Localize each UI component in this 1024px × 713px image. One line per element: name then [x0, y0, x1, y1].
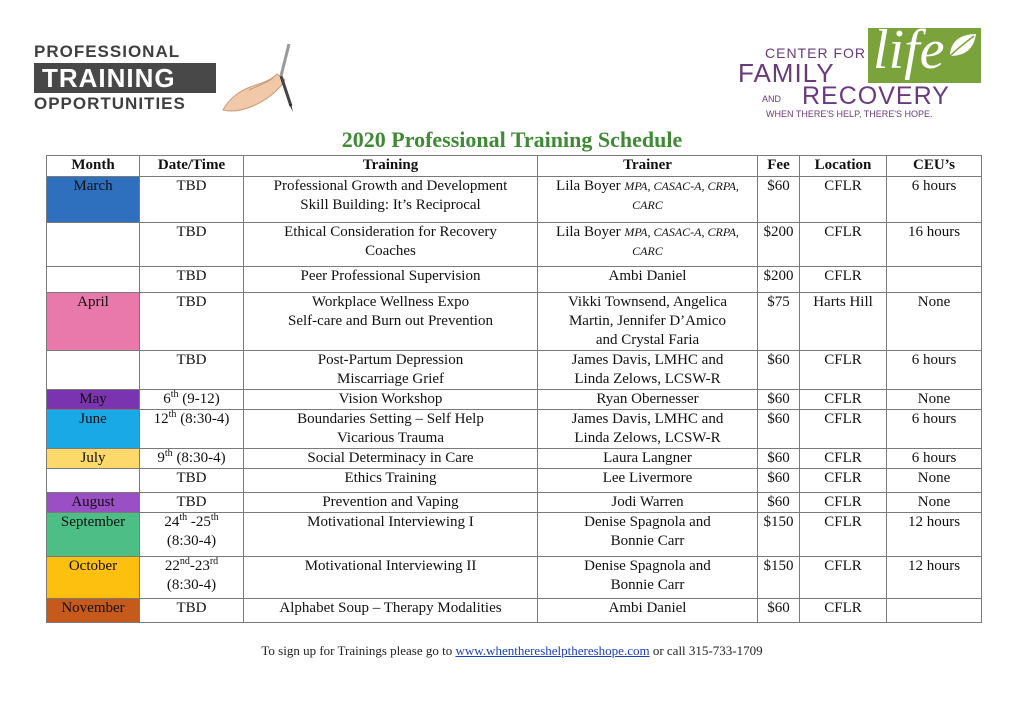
table-row	[47, 557, 982, 599]
date-end-day: -25	[187, 514, 211, 530]
month-label: April	[77, 294, 109, 310]
month-cell	[47, 513, 140, 557]
trainer-cell	[538, 449, 758, 469]
date-cell	[140, 293, 244, 351]
logo-center-for: CENTER FOR	[765, 45, 866, 61]
month-label: November	[61, 600, 125, 616]
date-label: TBD	[176, 600, 207, 616]
trainer-line: Bonnie Carr	[610, 533, 685, 549]
ceu-cell	[887, 293, 982, 351]
month-label: October	[68, 558, 118, 574]
date-cell	[140, 469, 244, 493]
month-cell	[47, 599, 140, 623]
location-value: CFLR	[824, 558, 862, 574]
date-cell	[140, 557, 244, 599]
location-cell	[800, 223, 887, 267]
ceu-cell	[887, 599, 982, 623]
signup-link[interactable]: www.whenthereshelpthereshope.com	[455, 643, 650, 658]
date-label: TBD	[176, 494, 207, 510]
date-label: TBD	[176, 268, 207, 284]
date-time: (8:30-4)	[172, 450, 226, 466]
fee-value: $60	[767, 391, 790, 407]
trainer-cell	[538, 469, 758, 493]
fee-value: $60	[767, 600, 790, 616]
trainer-line: Linda Zelows, LCSW-R	[574, 371, 721, 387]
footer-text-post: or call 315-733-1709	[649, 643, 763, 658]
trainer-cell	[538, 293, 758, 351]
location-cell	[800, 513, 887, 557]
ceu-value: None	[917, 494, 951, 510]
fee-cell	[758, 599, 800, 623]
logo-tagline: WHEN THERE'S HELP, THERE'S HOPE.	[766, 109, 933, 119]
training-line: Coaches	[365, 243, 416, 259]
ceu-cell	[887, 351, 982, 390]
trainer-name: Lila Boyer	[556, 224, 621, 240]
location-cell	[800, 469, 887, 493]
month-label: August	[71, 494, 115, 510]
logo-and: AND	[762, 94, 782, 104]
location-cell	[800, 390, 887, 410]
ceu-value: None	[917, 470, 951, 486]
date-cell	[140, 493, 244, 513]
fee-value: $200	[763, 224, 794, 240]
date-ordinal: nd	[179, 556, 190, 567]
header-training: Training	[244, 156, 538, 177]
date-ordinal: th	[168, 409, 177, 420]
fee-value: $150	[763, 514, 794, 530]
trainer-line: Bonnie Carr	[610, 577, 685, 593]
training-line: Motivational Interviewing II	[304, 558, 477, 574]
date-cell	[140, 177, 244, 223]
fee-value: $60	[767, 470, 790, 486]
date-label: TBD	[176, 294, 207, 310]
trainer-cell	[538, 410, 758, 449]
fee-cell	[758, 410, 800, 449]
date-cell	[140, 267, 244, 293]
header-date-time: Date/Time	[140, 156, 244, 177]
ceu-value: None	[917, 294, 951, 310]
ceu-cell	[887, 223, 982, 267]
logo-life-box	[868, 19, 981, 83]
fee-value: $60	[767, 450, 790, 466]
table-row	[47, 513, 982, 557]
header-fee: Fee	[758, 156, 800, 177]
training-cell	[244, 513, 538, 557]
trainer-line: Martin, Jennifer D’Amico	[568, 313, 727, 329]
date-cell	[140, 410, 244, 449]
ceu-cell	[887, 267, 982, 293]
fee-cell	[758, 267, 800, 293]
trainer-line: James Davis, LMHC and	[571, 352, 724, 368]
month-cell	[47, 449, 140, 469]
location-value: Harts Hill	[813, 294, 873, 310]
trainer-line: Laura Langner	[603, 450, 692, 466]
fee-value: $200	[763, 268, 794, 284]
trainer-cell	[538, 557, 758, 599]
location-value: CFLR	[824, 514, 862, 530]
training-schedule-table	[46, 155, 982, 623]
training-line: Self-care and Burn out Prevention	[288, 313, 493, 329]
month-cell	[47, 493, 140, 513]
date-label: TBD	[176, 470, 207, 486]
location-value: CFLR	[824, 494, 862, 510]
date-ordinal: th	[179, 512, 188, 523]
date-ordinal: th	[170, 389, 179, 400]
training-cell	[244, 557, 538, 599]
location-cell	[800, 599, 887, 623]
training-line: Miscarriage Grief	[336, 371, 445, 387]
location-cell	[800, 493, 887, 513]
fee-value: $75	[767, 294, 790, 310]
date-cell	[140, 599, 244, 623]
logo-line-opportunities: OPPORTUNITIES	[34, 94, 186, 113]
training-cell	[244, 177, 538, 223]
training-line: Boundaries Setting – Self Help	[297, 411, 484, 427]
logo-training-box	[34, 63, 216, 93]
date-cell	[140, 390, 244, 410]
training-cell	[244, 493, 538, 513]
month-cell	[47, 223, 140, 267]
table-row	[47, 469, 982, 493]
date-day: 22	[164, 558, 180, 574]
ceu-value: 16 hours	[907, 224, 961, 240]
fee-cell	[758, 293, 800, 351]
ceu-cell	[887, 493, 982, 513]
date-time: (8:30-4)	[176, 411, 230, 427]
training-line: Vicarious Trauma	[336, 430, 444, 446]
location-cell	[800, 351, 887, 390]
training-line: Peer Professional Supervision	[300, 268, 481, 284]
training-cell	[244, 599, 538, 623]
date-day: 12	[153, 411, 169, 427]
date-ordinal: th	[210, 512, 219, 523]
logo-line-professional: PROFESSIONAL	[34, 42, 181, 61]
month-cell	[47, 469, 140, 493]
professional-training-logo	[34, 40, 309, 112]
training-cell	[244, 390, 538, 410]
fee-cell	[758, 351, 800, 390]
month-cell	[47, 410, 140, 449]
logo-family: FAMILY	[738, 58, 835, 88]
ceu-cell	[887, 449, 982, 469]
training-line: Skill Building: It’s Reciprocal	[300, 197, 481, 213]
center-for-family-life-recovery-logo	[738, 19, 988, 120]
date-cell	[140, 223, 244, 267]
date-end-day: -23	[189, 558, 210, 574]
training-cell	[244, 410, 538, 449]
fee-value: $60	[767, 411, 790, 427]
training-line: Alphabet Soup – Therapy Modalities	[279, 600, 502, 616]
location-value: CFLR	[824, 470, 862, 486]
location-cell	[800, 449, 887, 469]
leaf-icon	[946, 32, 978, 58]
trainer-line: Linda Zelows, LCSW-R	[574, 430, 721, 446]
hand-with-pen-icon	[219, 40, 309, 112]
trainer-cell	[538, 599, 758, 623]
location-value: CFLR	[824, 391, 862, 407]
location-value: CFLR	[824, 352, 862, 368]
table-row	[47, 293, 982, 351]
ceu-value: 6 hours	[911, 411, 957, 427]
table-header-row	[47, 156, 982, 177]
trainer-line: Denise Spagnola and	[584, 514, 711, 530]
fee-value: $60	[767, 352, 790, 368]
training-line: Professional Growth and Development	[273, 178, 508, 194]
trainer-line: Denise Spagnola and	[584, 558, 711, 574]
fee-cell	[758, 557, 800, 599]
header-trainer: Trainer	[538, 156, 758, 177]
ceu-cell	[887, 469, 982, 493]
training-line: Prevention and Vaping	[322, 494, 459, 510]
table-row	[47, 177, 982, 223]
table-row	[47, 223, 982, 267]
table-row	[47, 267, 982, 293]
month-label: May	[79, 391, 107, 407]
location-cell	[800, 267, 887, 293]
table-row	[47, 449, 982, 469]
trainer-credentials: MPA, CASAC-A, CRPA, CARC	[624, 179, 739, 212]
signup-footer	[0, 643, 1024, 659]
date-time: (8:30-4)	[166, 533, 217, 549]
trainer-cell	[538, 223, 758, 267]
training-cell	[244, 267, 538, 293]
table-row	[47, 493, 982, 513]
fee-value: $60	[767, 178, 790, 194]
date-cell	[140, 449, 244, 469]
ceu-cell	[887, 513, 982, 557]
trainer-line: Lee Livermore	[602, 470, 693, 486]
trainer-line: Ambi Daniel	[608, 600, 687, 616]
month-cell	[47, 390, 140, 410]
fee-cell	[758, 390, 800, 410]
location-value: CFLR	[824, 178, 862, 194]
trainer-line: Ryan Obernesser	[596, 391, 699, 407]
date-day: 6	[163, 391, 171, 407]
training-line: Vision Workshop	[338, 391, 443, 407]
trainer-line: and Crystal Faria	[595, 332, 700, 348]
trainer-cell	[538, 267, 758, 293]
table-row	[47, 599, 982, 623]
ceu-cell	[887, 557, 982, 599]
trainer-cell	[538, 351, 758, 390]
location-cell	[800, 410, 887, 449]
date-time: (9-12)	[178, 391, 220, 407]
header-month: Month	[47, 156, 140, 177]
ceu-value: None	[917, 391, 951, 407]
date-day: 24	[164, 514, 180, 530]
location-value: CFLR	[824, 268, 862, 284]
training-cell	[244, 293, 538, 351]
ceu-value: 12 hours	[907, 558, 961, 574]
date-time: (8:30-4)	[166, 577, 217, 593]
location-value: CFLR	[824, 411, 862, 427]
trainer-cell	[538, 513, 758, 557]
ceu-cell	[887, 410, 982, 449]
date-label: TBD	[176, 224, 207, 240]
location-cell	[800, 557, 887, 599]
location-value: CFLR	[824, 450, 862, 466]
training-line: Workplace Wellness Expo	[311, 294, 470, 310]
table-row	[47, 351, 982, 390]
location-value: CFLR	[824, 224, 862, 240]
location-cell	[800, 293, 887, 351]
ceu-cell	[887, 390, 982, 410]
date-label: TBD	[176, 178, 207, 194]
training-line: Social Determinacy in Care	[307, 450, 474, 466]
training-cell	[244, 223, 538, 267]
month-cell	[47, 177, 140, 223]
month-cell	[47, 267, 140, 293]
date-cell	[140, 513, 244, 557]
trainer-line: Vikki Townsend, Angelica	[567, 294, 727, 310]
month-cell	[47, 293, 140, 351]
fee-cell	[758, 177, 800, 223]
fee-cell	[758, 493, 800, 513]
date-cell	[140, 351, 244, 390]
month-cell	[47, 351, 140, 390]
trainer-name: Lila Boyer	[556, 178, 621, 194]
fee-cell	[758, 469, 800, 493]
month-label: March	[73, 178, 113, 194]
fee-cell	[758, 449, 800, 469]
footer-text-pre: To sign up for Trainings please go to	[261, 643, 456, 658]
ceu-cell	[887, 177, 982, 223]
trainer-line: James Davis, LMHC and	[571, 411, 724, 427]
header-location: Location	[800, 156, 887, 177]
trainer-cell	[538, 390, 758, 410]
training-line: Ethics Training	[344, 470, 437, 486]
ceu-value: 6 hours	[911, 352, 957, 368]
trainer-credentials: MPA, CASAC-A, CRPA, CARC	[624, 225, 739, 258]
ceu-value: 12 hours	[907, 514, 961, 530]
page-title: 2020 Professional Training Schedule	[341, 127, 683, 152]
table-row	[47, 390, 982, 410]
location-value: CFLR	[824, 600, 862, 616]
training-line: Ethical Consideration for Recovery	[284, 224, 497, 240]
fee-cell	[758, 513, 800, 557]
trainer-cell	[538, 177, 758, 223]
fee-cell	[758, 223, 800, 267]
month-cell	[47, 557, 140, 599]
fee-value: $60	[767, 494, 790, 510]
date-label: TBD	[176, 352, 207, 368]
location-cell	[800, 177, 887, 223]
date-day: 9	[157, 450, 165, 466]
training-line: Post-Partum Depression	[317, 352, 464, 368]
trainer-cell	[538, 493, 758, 513]
trainer-line: Jodi Warren	[611, 494, 684, 510]
fee-value: $150	[763, 558, 794, 574]
table-row	[47, 410, 982, 449]
logo-recovery: RECOVERY	[802, 82, 950, 110]
date-ordinal: rd	[209, 556, 219, 567]
month-label: September	[60, 514, 126, 530]
logo-life-text: life	[873, 19, 945, 81]
ceu-value: 6 hours	[911, 450, 957, 466]
logo-line-training: TRAINING	[42, 63, 176, 93]
training-cell	[244, 449, 538, 469]
ceu-value: 6 hours	[911, 178, 957, 194]
training-cell	[244, 351, 538, 390]
training-line: Motivational Interviewing I	[307, 514, 474, 530]
header-ceus: CEU’s	[887, 156, 982, 177]
date-ordinal: th	[164, 448, 173, 459]
month-label: July	[80, 450, 106, 466]
month-label: June	[79, 411, 107, 427]
trainer-line: Ambi Daniel	[608, 268, 687, 284]
training-cell	[244, 469, 538, 493]
